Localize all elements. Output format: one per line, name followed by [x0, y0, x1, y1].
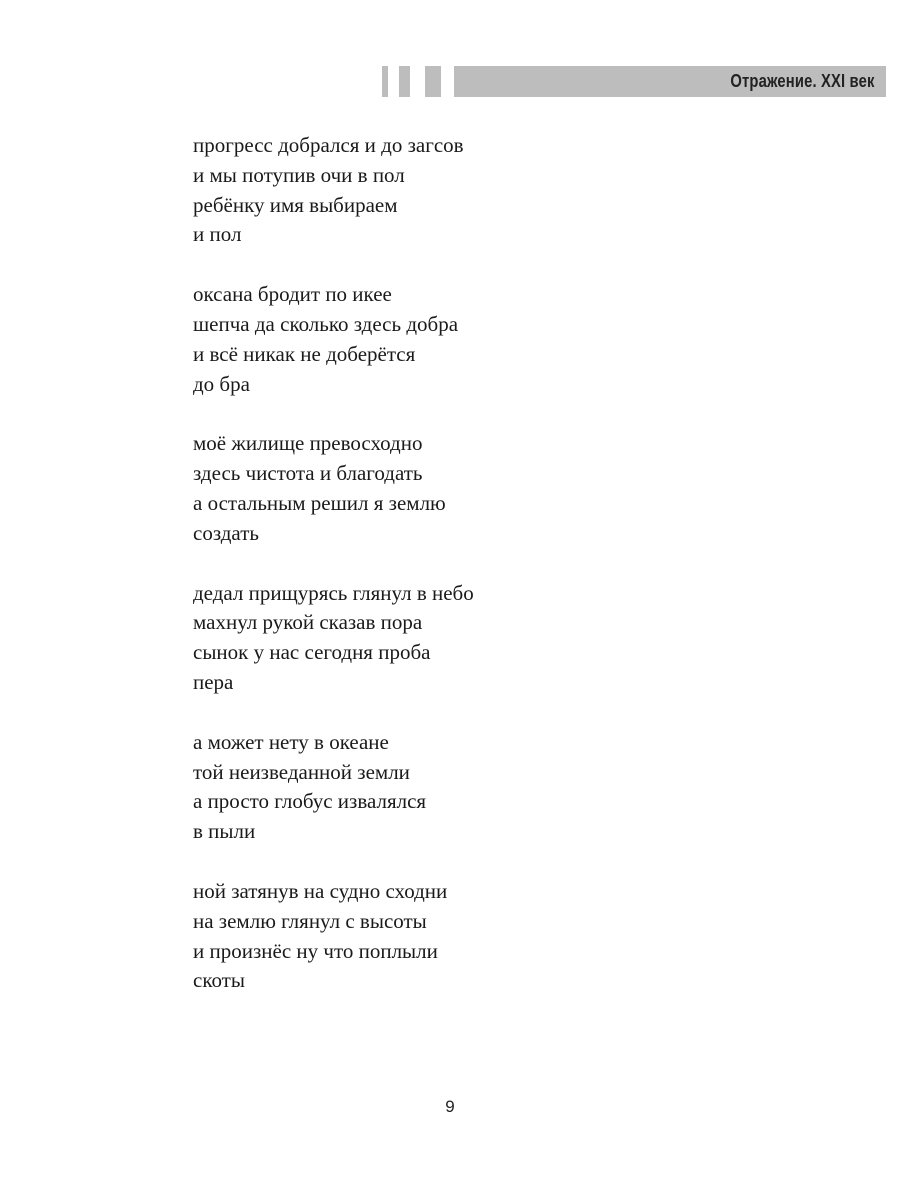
poem-line: создать [193, 520, 259, 545]
poem-line: до бра [193, 371, 250, 396]
poem-line: ребёнку имя выбираем [193, 192, 398, 217]
poem-line: ной затянув на судно сходни [193, 878, 448, 903]
poem-line: на землю глянул с высоты [193, 908, 427, 933]
poem-line: дедал прищурясь глянул в небо [193, 580, 474, 605]
poem-line: махнул рукой сказав пора [193, 610, 423, 635]
stanza [193, 131, 713, 250]
poem-line: прогресс добрался и до загсов [193, 133, 464, 157]
header-decor-bar [399, 66, 410, 97]
stanza [193, 877, 713, 996]
poem-line: и произнёс ну что поплыли [193, 938, 438, 963]
poem-line: а остальным решил я землю [193, 490, 446, 515]
header-decor-bar [382, 66, 388, 97]
stanza [193, 728, 713, 847]
poem-line: той неизведанной земли [193, 759, 410, 784]
poem-line: и мы потупив очи в пол [193, 162, 405, 187]
running-header [382, 66, 886, 97]
poem-line: скоты [193, 968, 245, 993]
poem-line: и всё никак не доберётся [193, 341, 416, 366]
poem-line: сынок у нас сегодня проба [193, 640, 431, 665]
header-decor-bar [425, 66, 441, 97]
poem-line: в пыли [193, 819, 256, 844]
page-number: 9 [445, 1097, 455, 1116]
poem-line: моё жилище превосходно [193, 431, 423, 456]
stanza [193, 579, 713, 698]
stanza [193, 429, 713, 548]
poem-line: шепча да сколько здесь добра [193, 311, 459, 336]
poem-line: а просто глобус извалялся [193, 789, 427, 814]
poem-line: здесь чистота и благодать [193, 461, 423, 486]
poem-line: оксана бродит по икее [193, 282, 392, 307]
poem-line: и пол [193, 222, 242, 247]
poem-body [193, 131, 713, 1026]
stanza [193, 280, 713, 399]
running-title: Отражение. XXI век [730, 71, 875, 91]
poem-line: пера [193, 669, 234, 694]
poem-line: а может нету в океане [193, 729, 389, 754]
